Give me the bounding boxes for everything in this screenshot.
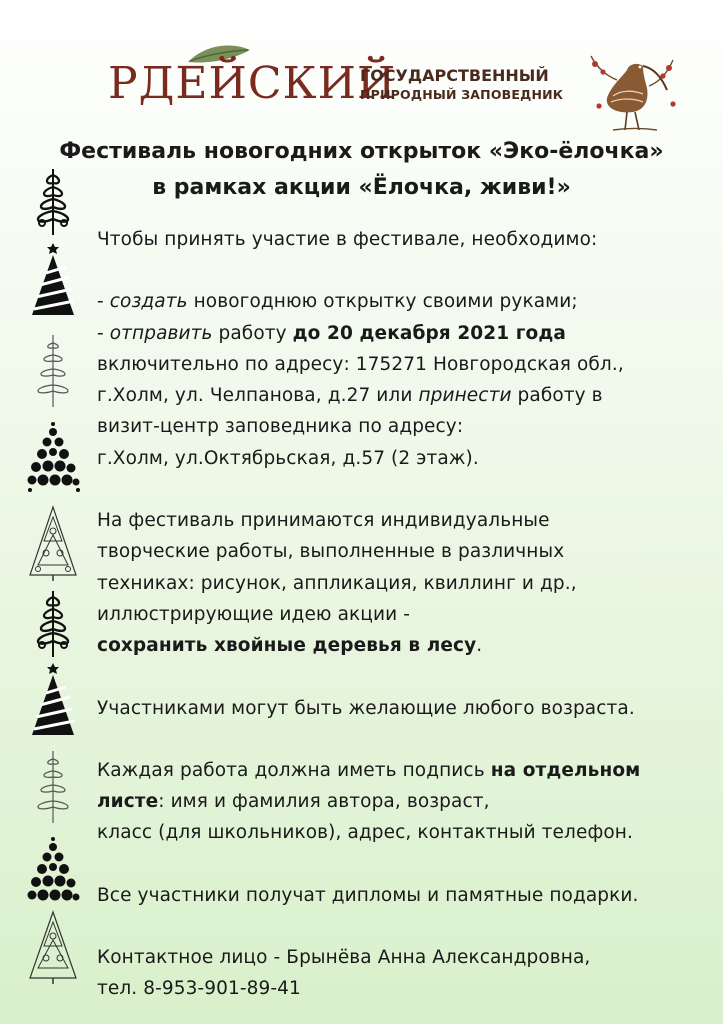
works-line3: техниках: рисунок, аппликация, квиллинг и др., bbox=[97, 572, 577, 594]
dotted-tree-icon bbox=[28, 422, 81, 492]
thin-swirl-tree-icon bbox=[38, 751, 68, 823]
works-line1: На фестиваль принимаются индивидуальные bbox=[97, 510, 550, 532]
signature-line3: класс (для школьников), адрес, контактный телефон. bbox=[97, 822, 633, 844]
swirl-tree-icon bbox=[38, 591, 68, 657]
ornament-tree-icon bbox=[30, 507, 76, 581]
address-line1: включительно по адресу: 175271 Новгородская обл., bbox=[97, 353, 624, 375]
curlew-bird-icon bbox=[583, 46, 683, 138]
swirl-tree-icon bbox=[38, 169, 68, 235]
logo-subtitle bbox=[360, 66, 563, 104]
decorative-trees-column bbox=[22, 165, 84, 985]
striped-tree-icon bbox=[32, 243, 74, 315]
works-line4: иллюстрирующие идею акции - bbox=[97, 603, 410, 625]
deadline: до 20 декабря 2021 года bbox=[292, 322, 566, 344]
awards-text: Все участники получат дипломы и памятные подарки. bbox=[97, 884, 639, 906]
title-line2: в рамках акции «Ёлочка, живи!» bbox=[152, 175, 571, 200]
item-send: - отправить работу до 20 декабря 2021 года bbox=[97, 322, 566, 344]
thin-swirl-tree-icon bbox=[38, 335, 68, 407]
signature-line2: листе: имя и фамилия автора, возраст, bbox=[97, 791, 490, 813]
participants-text: Участниками могут быть желающие любого возраста. bbox=[97, 697, 635, 719]
item-create: - создать новогоднюю открытку своими руками; bbox=[97, 291, 578, 313]
dotted-tree-icon bbox=[28, 837, 80, 901]
works-line2: творческие работы, выполненные в различных bbox=[97, 541, 565, 563]
title-line1: Фестиваль новогодних открыток «Эко-ёлочка» bbox=[59, 139, 664, 164]
contact-person: Контактное лицо - Брынёва Анна Александровна, bbox=[97, 947, 591, 969]
signature-line1: Каждая работа должна иметь подпись на отдельном bbox=[97, 759, 641, 781]
page-title bbox=[30, 134, 693, 206]
striped-tree-icon bbox=[32, 663, 74, 735]
logo-wordmark: РДЕЙСКИЙ bbox=[108, 58, 397, 109]
address-line4: г.Холм, ул.Октябрьская, д.57 (2 этаж). bbox=[97, 447, 479, 469]
ornament-tree-icon bbox=[30, 912, 76, 984]
contact-phone: тел. 8-953-901-89-41 bbox=[97, 978, 301, 1000]
address-line2: г.Холм, ул. Челпанова, д.27 или принести работу в bbox=[97, 385, 603, 407]
announcement-body bbox=[97, 224, 707, 1005]
logo-subtitle-line2: ПРИРОДНЫЙ ЗАПОВЕДНИК bbox=[360, 87, 564, 102]
intro-text: Чтобы принять участие в фестивале, необходимо: bbox=[97, 229, 598, 250]
logo-subtitle-line1: ГОСУДАРСТВЕННЫЙ bbox=[360, 66, 549, 85]
works-line5: сохранить хвойные деревья в лесу. bbox=[97, 635, 483, 657]
address-line3: визит-центр заповедника по адресу: bbox=[97, 416, 464, 438]
